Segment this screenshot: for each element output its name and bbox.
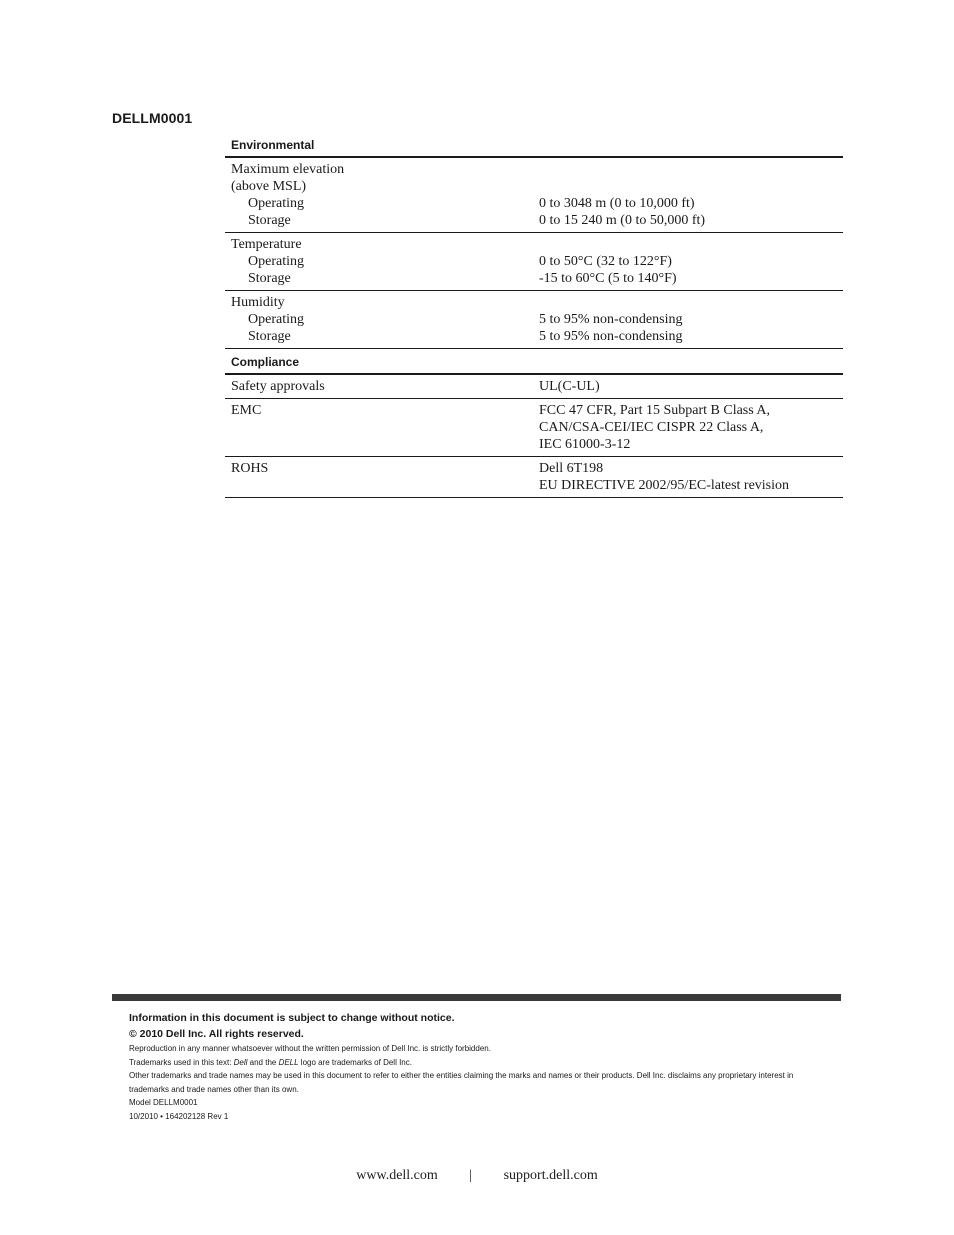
- emc-label: EMC: [231, 403, 262, 418]
- section-title-environmental: Environmental: [225, 138, 843, 158]
- copyright-text: © 2010 Dell Inc. All rights reserved.: [129, 1028, 304, 1040]
- footer-divider-bar: [112, 994, 841, 1001]
- emc-value-cispr: CAN/CSA-CEI/IEC CISPR 22 Class A,: [539, 420, 764, 435]
- humidity-label: Humidity: [231, 295, 285, 310]
- row-temperature: [225, 233, 843, 291]
- row-safety: [225, 375, 843, 399]
- row-emc: [225, 399, 843, 457]
- section-title-compliance: Compliance: [225, 349, 843, 375]
- temperature-label: Temperature: [231, 237, 302, 252]
- safety-label: Safety approvals: [231, 379, 325, 394]
- rohs-value-dell: Dell 6T198: [539, 461, 604, 476]
- elevation-label-msl: (above MSL): [231, 179, 307, 194]
- temperature-operating-value: 0 to 50°C (32 to 122°F): [539, 254, 672, 269]
- trademarks-text: Trademarks used in this text: Dell and the DELL logo are trademarks of Dell Inc.: [129, 1057, 412, 1067]
- dell-website-link[interactable]: www.dell.com: [356, 1168, 438, 1183]
- humidity-storage-label: Storage: [248, 329, 291, 344]
- emc-value-iec: IEC 61000-3-12: [539, 437, 631, 452]
- notice-text: Information in this document is subject to change without notice.: [129, 1012, 455, 1024]
- rohs-label: ROHS: [231, 461, 269, 476]
- dell-support-link[interactable]: support.dell.com: [503, 1168, 598, 1183]
- humidity-operating-label: Operating: [248, 312, 304, 327]
- model-number: Model DELLM0001: [129, 1098, 198, 1107]
- model-heading: DELLM0001: [112, 110, 193, 126]
- elevation-label: Maximum elevation: [231, 162, 345, 177]
- other-trademarks-text: Other trademarks and trade names may be used in this document to refer to either the entities claiming the marks and names or their products. Dell Inc. disclaims any proprietary interest in: [129, 1071, 794, 1080]
- humidity-storage-value: 5 to 95% non-condensing: [539, 329, 683, 344]
- elevation-operating-label: Operating: [248, 196, 304, 211]
- temperature-storage-value: -15 to 60°C (5 to 140°F): [539, 271, 677, 286]
- temperature-operating-label: Operating: [248, 254, 304, 269]
- row-elevation: [225, 158, 843, 233]
- emc-value-fcc: FCC 47 CFR, Part 15 Subpart B Class A,: [539, 403, 771, 418]
- elevation-operating-value: 0 to 3048 m (0 to 10,000 ft): [539, 196, 695, 211]
- legal-footer: [129, 1010, 841, 1123]
- rohs-value-eu: EU DIRECTIVE 2002/95/EC-latest revision: [539, 478, 790, 493]
- elevation-storage-label: Storage: [248, 213, 291, 228]
- elevation-storage-value: 0 to 15 240 m (0 to 50,000 ft): [539, 213, 706, 228]
- safety-value: UL(C-UL): [539, 379, 600, 394]
- link-separator: |: [469, 1168, 473, 1183]
- temperature-storage-label: Storage: [248, 271, 291, 286]
- reproduction-text: Reproduction in any manner whatsoever without the written permission of Dell Inc. is strictly forbidden.: [129, 1044, 491, 1053]
- other-trademarks-text-cont: trademarks and trade names other than its own.: [129, 1084, 299, 1094]
- revision-info: 10/2010 • 164202128 Rev 1: [129, 1111, 229, 1121]
- humidity-operating-value: 5 to 95% non-condensing: [539, 312, 683, 327]
- row-rohs: [225, 457, 843, 498]
- bottom-links: [0, 1168, 954, 1184]
- spec-table: [225, 138, 843, 498]
- row-humidity: [225, 291, 843, 349]
